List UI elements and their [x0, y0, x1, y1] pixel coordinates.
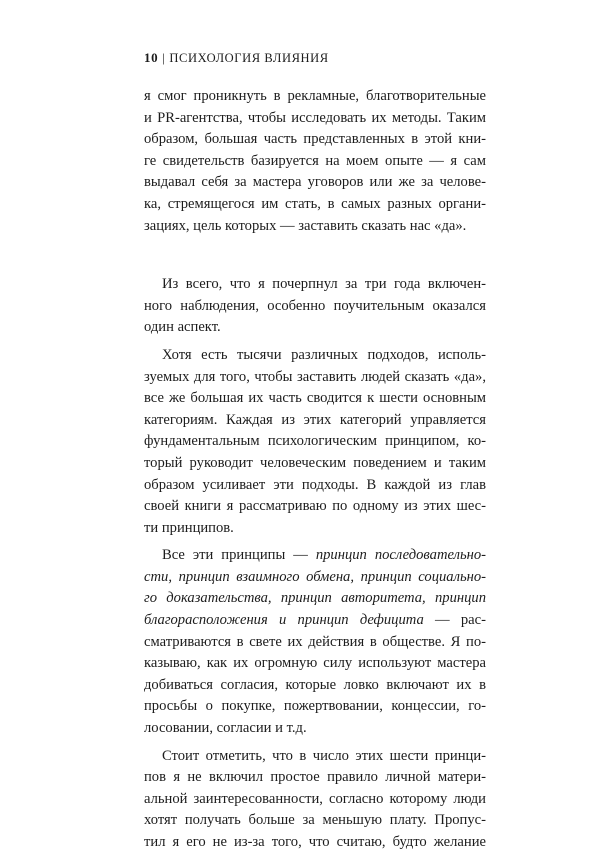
running-head-separator: | [162, 50, 166, 65]
principle-name: го доказательства, принцип авторитета, принцип [144, 590, 486, 607]
paragraph-six-categories [144, 345, 486, 539]
text-line: ти принципов. [144, 519, 234, 536]
text-line: я смог проникнуть в рекламные, благотворительные [144, 88, 486, 104]
text-line [144, 696, 486, 718]
text-run: сматриваются в свете их действия в обществе. Я по- [144, 633, 486, 650]
text-line [144, 653, 486, 675]
text-line: категориям. Каждая из этих категорий управляется [144, 411, 486, 428]
text-line: все же большая их часть сводится к шести основным [144, 390, 486, 407]
principle-name: принцип последовательно- [315, 547, 486, 564]
text-run: просьбы о покупке, пожертвовании, концессии, го- [144, 698, 486, 715]
text-line: зациях, цель которых — заставить сказать нас «да». [144, 217, 467, 234]
running-head-title: ПСИХОЛОГИЯ ВЛИЯНИЯ [169, 51, 329, 65]
text-line: ного наблюдения, особенно поучительным оказался [144, 297, 486, 314]
paragraph-self-interest [144, 746, 486, 854]
text-run: Все эти принципы — [162, 547, 316, 564]
text-line: ге свидетельств базируется на моем опыте — я сам [144, 152, 486, 169]
text-line [144, 545, 486, 567]
body-text [144, 86, 486, 854]
text-line: фундаментальным психологическим принципом, ко- [144, 433, 486, 450]
principle-name: сти, принцип взаимного обмена, принцип социально- [144, 568, 486, 585]
running-head [144, 50, 329, 66]
text-line [144, 567, 486, 589]
principle-name: благорасположения и принцип дефицита [144, 612, 424, 629]
text-line: своей книги я рассматриваю по одному из этих шес- [144, 498, 486, 515]
text-line: один аспект. [144, 319, 221, 336]
text-run: лосовании, согласии и т.д. [144, 720, 307, 737]
text-line: торый руководит человеческим поведением и таким [144, 454, 486, 471]
page-number: 10 [144, 50, 159, 65]
text-line: Хотя есть тысячи различных подходов, исполь- [162, 346, 486, 363]
text-line: образом, большая часть представленных в этой кни- [144, 131, 486, 148]
text-line: хотят получать больше за меньшую плату. Пропус- [144, 812, 486, 829]
text-run: казываю, как их огромную силу используют мастера [144, 655, 486, 672]
text-line: пов я не включил простое правило личной матери- [144, 769, 486, 786]
text-line: ка, стремящегося им стать, в самых разных органи- [144, 195, 486, 212]
text-line: образом усиливает эти подходы. В каждой из глав [144, 476, 486, 493]
paragraph-principles [144, 545, 486, 739]
text-line [144, 675, 486, 697]
text-line [144, 588, 486, 610]
text-line: выдавал себя за мастера уговоров или же за челове- [144, 174, 486, 191]
text-line: альной заинтересованности, согласно которому люди [144, 790, 486, 807]
text-line [144, 632, 486, 654]
text-line: Из всего, что я почерпнул за три года включен- [162, 276, 486, 293]
text-line: и PR-агентства, чтобы исследовать их методы. Таким [144, 109, 486, 126]
text-line [144, 718, 486, 740]
text-run: добиваться согласия, которые ловко включают их в [144, 676, 486, 693]
text-line: Стоит отметить, что в число этих шести принци- [162, 747, 486, 764]
text-run: — рас- [423, 612, 486, 629]
text-line: тил я его не из-за того, что считаю, будто желание [144, 834, 486, 850]
text-line: зуемых для того, чтобы заставить людей сказать «да», [144, 368, 486, 385]
paragraph-observation [144, 274, 486, 339]
paragraph-continuation [144, 86, 486, 237]
text-line [144, 610, 486, 632]
